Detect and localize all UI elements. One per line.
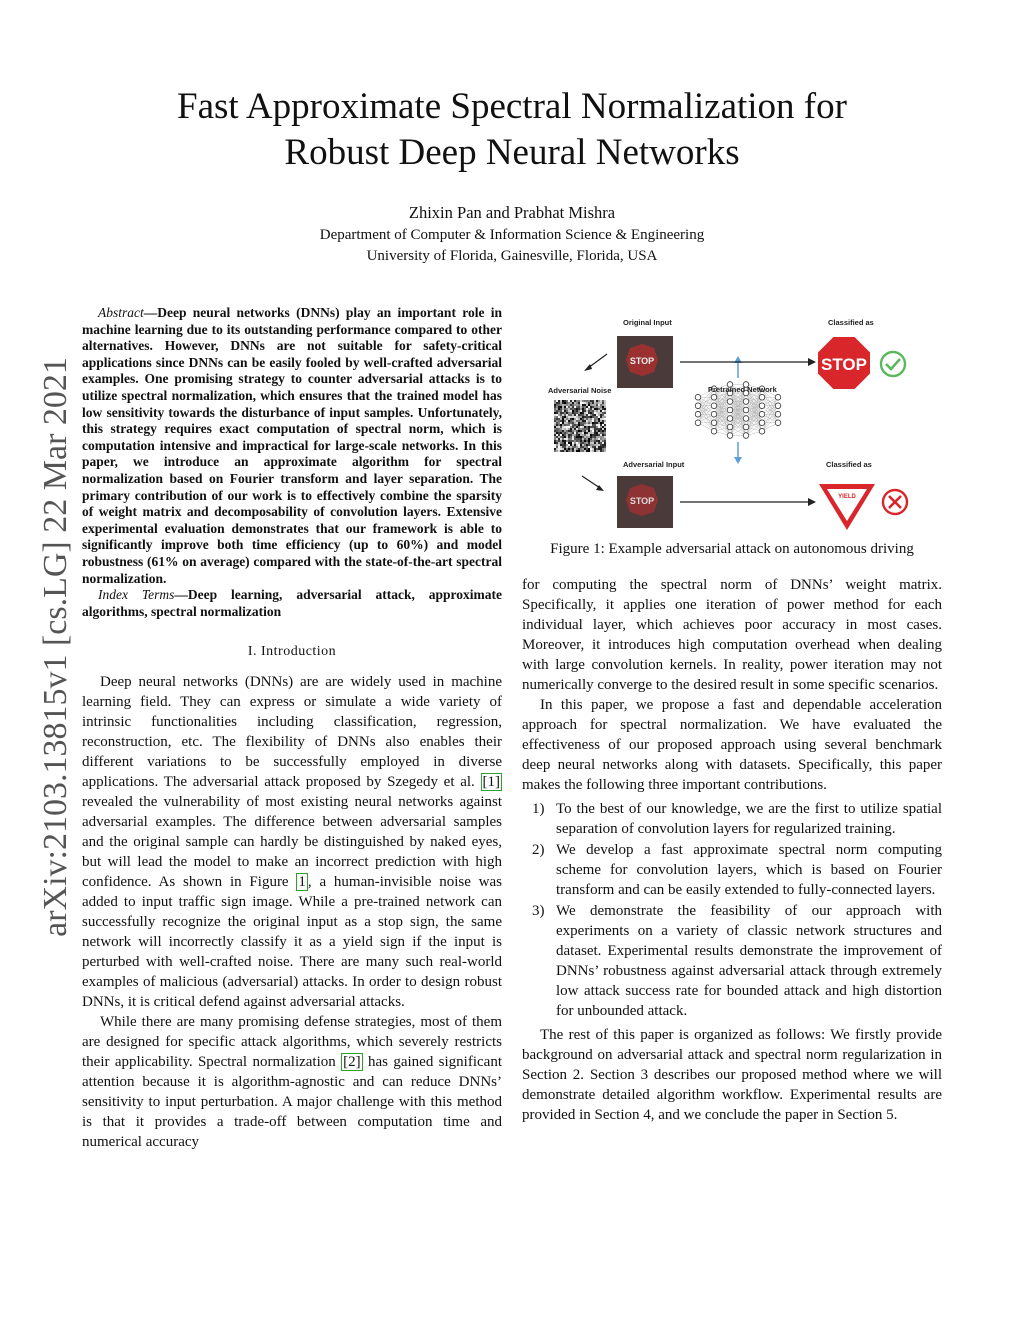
arrow-icon <box>588 354 607 368</box>
intro-paragraph-1: Deep neural networks (DNNs) are are widely used in machine learning field. They can express or simulate a wide variety of intrinsic functionalities including classification, regression, reconstruction, etc. The flexibility of DNNs also enables their different variations to be successfully employed in diverse applications. The adversarial attack proposed by Szegedy et al. [1] revealed the vulnerability of most existing neural networks against adversarial examples. The difference between adversarial samples and the original sample can hardly be distinguished by naked eyes, but will lead the model to make an incorrect prediction with high confidence. As shown in Figure 1 , a human-invisible noise was added to input traffic sign image. While a pre-trained network can successfully recognize the original input as a stop sign, the same network will incorrectly classify it as a yield sign if the input is perturbed with well-crafted noise. There are many such real-world examples of malicious (adversarial) attacks. In order to design robust DNNs, it is critical defend against adversarial attacks. <box>82 674 502 1011</box>
figure-adversarial-attack <box>540 316 940 538</box>
citation-link[interactable]: [1] <box>482 774 500 791</box>
network-node <box>775 394 781 400</box>
network-node <box>695 403 701 409</box>
arxiv-identifier: arXiv:2103.13815v1 [cs.LG] 22 Mar 2021 <box>37 357 74 937</box>
authors: Zhixin Pan and Prabhat Mishra <box>408 203 616 222</box>
network-node <box>743 433 749 439</box>
affiliation-line-1: Department of Computer & Information Science & Engineering <box>319 227 705 243</box>
intro-paragraph-2: While there are many promising defense strategies, most of them are designed for specific attack algorithms, which severely restricts their applicability. Spectral normalization [2] has gained significant attention because it is algorithm-agnostic and can reduce DNNs’ sensitivity to input perturbation. A major challenge with this method is that it provides a trade-off between computation time and numerical accuracy <box>82 1014 502 1151</box>
network-node <box>759 428 765 434</box>
network-node <box>711 394 717 400</box>
network-edge <box>762 406 778 432</box>
figure-caption: Figure 1: Example adversarial attack on autonomous driving <box>550 541 914 557</box>
right-paragraph-2: In this paper, we propose a fast and dependable acceleration approach for spectral normalization. We have evaluated the effectiveness of our proposed approach using several benchmark deep neural networks along with datasets. Specifically, this paper makes the following three important contributions. <box>522 697 942 793</box>
network-node <box>695 420 701 426</box>
right-paragraph-3: The rest of this paper is organized as follows: We firstly provide background on adversarial attack and spectral norm regularization in Section 2. Section 3 describes our proposed method where we will demonstrate detailed algorithm workflow. Experimental results are provided in Section 4, and we conclude the paper in Section 5. <box>522 1027 942 1123</box>
network-node <box>775 420 781 426</box>
affiliation-line-2: University of Florida, Gainesville, Florida, USA <box>366 248 658 264</box>
network-node <box>759 394 765 400</box>
network-node <box>759 420 765 426</box>
network-node <box>727 433 733 439</box>
network-node <box>711 428 717 434</box>
check-circle-icon <box>881 352 905 376</box>
abstract-text: —Deep neural networks (DNNs) play an important role in machine learning due to its outstanding performance compared to other alternatives. However, DNNs are not suitable for safety-critical applications since DNNs can be easily fooled by well-crafted adversarial examples. One promising strategy to counter adversarial attacks is to utilize spectral normalization, which ensures that the trained model has low sensitivity towards the disturbance of input samples. Unfortunately, this strategy requires exact computation of spectral norm, which is computation intensive and impractical for large-scale networks. In this paper, we introduce an approximate algorithm for spectral normalization based on Fourier transform and layer separation. The primary contribution of our work is to effectively combine the sparsity of weight matrix and decomposability of convolution layers. Extensive experimental evaluation demonstrates that our framework is able to significantly improve both time efficiency (up to 60%) and model robustness (61% on average) compared with the state-of-the-art spectral normalization. <box>82 305 502 586</box>
label-pretrained-network: Pretrained Network <box>708 385 777 394</box>
network-node <box>711 411 717 417</box>
network-node <box>759 403 765 409</box>
yield-sign-text: YIELD <box>838 494 856 500</box>
list-item: 1) To the best of our knowledge, we are the first to utilize spatial separation of convolution layers for regularized training. <box>532 801 942 837</box>
left-column <box>82 305 502 1152</box>
arrowhead-icon <box>808 498 816 506</box>
citation-link[interactable]: [2] <box>343 1054 361 1071</box>
label-classified-as-2: Classified as <box>826 460 872 469</box>
network-node <box>711 403 717 409</box>
abstract <box>82 305 502 620</box>
label-adversarial-input: Adversarial Input <box>623 460 685 469</box>
figure-graphic <box>540 316 940 538</box>
network-node <box>743 407 749 413</box>
photo-stop-text: STOP <box>629 356 655 366</box>
network-node <box>695 394 701 400</box>
network-node <box>775 411 781 417</box>
adversarial-noise-image <box>554 400 606 452</box>
figure-link[interactable]: 1 <box>298 874 306 891</box>
arrowhead-icon <box>734 457 742 464</box>
network-node <box>743 424 749 430</box>
abstract-label: Abstract <box>98 305 144 320</box>
network-node <box>711 420 717 426</box>
section-heading-introduction: I. Introduction <box>247 644 337 660</box>
network-node <box>743 399 749 405</box>
network-node <box>727 424 733 430</box>
title-line-1: Fast Approximate Spectral Normalization for <box>177 86 847 127</box>
network-node <box>695 411 701 417</box>
right-paragraph-1: for computing the spectral norm of DNNs’ weight matrix. Specifically, it applies one iteration of power method for each individual layer, which achieves poor accuracy in most cases. Moreover, it introduces high computation overhead when dealing with large convolution kernels. In reality, power iteration may not numerically converge to the desired result in some specific scenarios. <box>522 577 942 693</box>
network-node <box>775 403 781 409</box>
arrowhead-icon <box>808 358 816 366</box>
list-item: 2) We develop a fast approximate spectral norm computing scheme for convolution layers, which is based on Fourier transform and can be easily extended to fully-connected layers. <box>532 842 942 898</box>
network-node <box>743 416 749 422</box>
stop-sign-text: STOP <box>821 355 867 374</box>
arrowhead-icon <box>584 364 592 371</box>
index-terms-text: —Deep learning, adversarial attack, approximate algorithms, spectral normalization <box>82 587 502 619</box>
contributions-list <box>522 799 942 1021</box>
label-original-input: Original Input <box>623 318 672 327</box>
photo-stop-text-2: STOP <box>629 496 655 506</box>
label-adversarial-noise: Adversarial Noise <box>548 386 612 395</box>
paper-title <box>0 84 1024 176</box>
arrow-icon <box>582 476 600 488</box>
title-line-2: Robust Deep Neural Networks <box>284 132 740 173</box>
affiliation <box>0 225 1024 267</box>
network-node <box>727 416 733 422</box>
network-node <box>727 407 733 413</box>
network-node <box>759 411 765 417</box>
index-terms-label: Index Terms <box>98 587 175 603</box>
label-classified-as-1: Classified as <box>828 318 874 327</box>
check-icon <box>886 359 900 369</box>
right-column <box>522 575 942 1125</box>
network-node <box>727 399 733 405</box>
list-item: 3) We demonstrate the feasibility of our approach with experiments on a variety of classic network structures and dataset. Experimental results demonstrate the improvement of DNNs’ robustness against adversarial attack through extremely low attack success rate for bounded attack and high distortion for unbounded attack. <box>532 903 942 1019</box>
